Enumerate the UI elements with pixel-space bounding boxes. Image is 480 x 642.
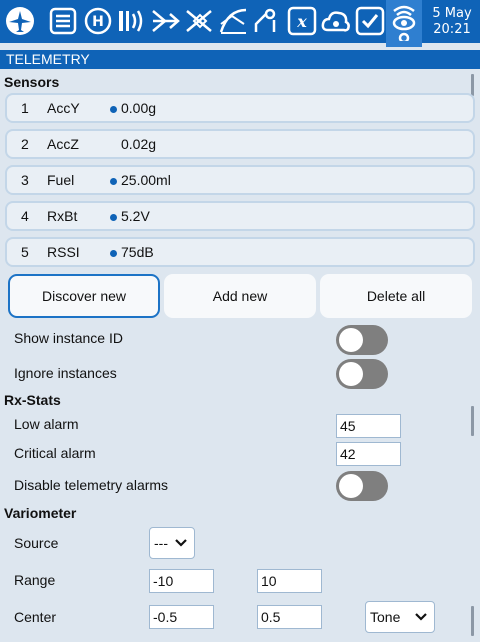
chevron-down-icon: [414, 610, 428, 624]
date-text: 5 May: [432, 6, 472, 21]
source-label: Source: [14, 535, 59, 551]
rxstats-heading: Rx-Stats: [4, 392, 61, 408]
sensor-live-dot-icon: [110, 178, 117, 185]
cloud-script-icon[interactable]: [320, 4, 352, 38]
sensor-name: AccZ: [47, 136, 79, 152]
sensors-heading: Sensors: [4, 74, 60, 90]
sensor-value: 0.00g: [121, 100, 157, 116]
sensor-row[interactable]: [5, 201, 475, 231]
mix-cross-icon[interactable]: [184, 4, 216, 38]
sensor-list-scrollbar[interactable]: [471, 74, 474, 96]
curve-icon[interactable]: [218, 4, 250, 38]
source-select[interactable]: [149, 527, 195, 559]
sensor-name: RxBt: [47, 208, 78, 224]
center-min-input[interactable]: -0.5: [149, 605, 214, 629]
sensor-index: 1: [21, 100, 29, 116]
sensor-index: 3: [21, 172, 29, 188]
sensor-name: Fuel: [47, 172, 75, 188]
sensor-name: AccY: [47, 100, 80, 116]
discover-new-button[interactable]: Discover new: [8, 274, 160, 318]
ignore-instances-label: Ignore instances: [14, 365, 117, 381]
sensor-row[interactable]: [5, 165, 475, 195]
toggle-knob: [339, 362, 363, 386]
low-alarm-input[interactable]: 45: [336, 414, 401, 438]
page-scrollbar[interactable]: [471, 406, 474, 436]
svg-text:H: H: [92, 14, 104, 30]
sensor-row[interactable]: [5, 129, 475, 159]
mixer-icon[interactable]: [150, 4, 182, 38]
sensor-live-dot-icon: [110, 214, 117, 221]
datetime-display: [424, 6, 480, 38]
center-mode-value: Tone: [370, 609, 401, 625]
time-text: 20:21: [433, 22, 471, 37]
page-title: TELEMETRY: [0, 50, 480, 69]
sensor-value: 0.02g: [121, 136, 157, 152]
telemetry-icon[interactable]: [388, 4, 420, 38]
sensor-live-dot-icon: [110, 250, 117, 257]
low-alarm-label: Low alarm: [14, 416, 79, 432]
add-new-button[interactable]: Add new: [164, 274, 316, 318]
range-label: Range: [14, 572, 56, 588]
sensor-index: 4: [21, 208, 29, 224]
range-max-input[interactable]: 10: [257, 569, 322, 593]
heli-icon[interactable]: [82, 4, 114, 38]
logic-switch-icon[interactable]: [252, 4, 284, 38]
delete-all-button[interactable]: Delete all: [320, 274, 472, 318]
show-instance-toggle[interactable]: [336, 325, 388, 355]
source-value: ---: [154, 535, 168, 551]
disable-alarms-label: Disable telemetry alarms: [14, 477, 169, 493]
variable-icon[interactable]: [286, 4, 318, 38]
sensor-row[interactable]: [5, 237, 475, 267]
show-instance-label: Show instance ID: [14, 330, 123, 346]
sensor-index: 5: [21, 244, 29, 260]
variometer-heading: Variometer: [4, 505, 77, 521]
sensor-value: 5.2V: [121, 208, 150, 224]
center-mode-select[interactable]: [365, 601, 435, 633]
svg-text:x: x: [297, 12, 307, 31]
airplane-icon[interactable]: [4, 4, 36, 38]
toggle-knob: [339, 474, 363, 498]
disable-alarms-toggle[interactable]: [336, 471, 388, 501]
sensor-name: RSSI: [47, 244, 80, 260]
sensor-index: 2: [21, 136, 29, 152]
sensor-value: 75dB: [121, 244, 154, 260]
sensor-live-dot-icon: [110, 106, 117, 113]
sensor-row[interactable]: [5, 93, 475, 123]
ignore-instances-toggle[interactable]: [336, 359, 388, 389]
top-toolbar: [0, 0, 480, 43]
range-min-input[interactable]: -10: [149, 569, 214, 593]
checklist-icon[interactable]: [354, 4, 386, 38]
chevron-down-icon: [174, 536, 188, 550]
list-icon[interactable]: [47, 4, 79, 38]
page-scrollbar-lower[interactable]: [471, 606, 474, 636]
critical-alarm-input[interactable]: 42: [336, 442, 401, 466]
toggle-knob: [339, 328, 363, 352]
radio-waves-icon[interactable]: [116, 4, 148, 38]
critical-alarm-label: Critical alarm: [14, 445, 96, 461]
sensor-value: 25.00ml: [121, 172, 171, 188]
center-max-input[interactable]: 0.5: [257, 605, 322, 629]
center-label: Center: [14, 609, 57, 625]
